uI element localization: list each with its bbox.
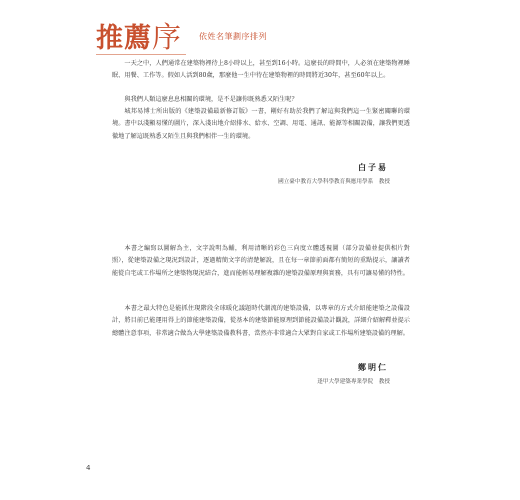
signature-affiliation-2: 逢甲大學建築專業學院 教授 xyxy=(317,379,390,385)
page-number: 4 xyxy=(86,464,91,472)
section1-paragraph-2: 與我們人類這麼息息相關的環境，是不是讓你既熟悉又陌生呢？ xyxy=(124,96,298,103)
page-subtitle: 依姓名筆劃序排列 xyxy=(199,32,267,41)
page-title xyxy=(96,20,182,56)
section2-paragraph-2: 本書之最大特色是能抓住現階段全球暖化議題時代潮流的建築設備，以專章的方式介紹能建築之設備設計，將目前已能運用得上的節能建築設備，從基本的建築節能原理到節能設備設計觀說，詳細介紹解釋並提示總體注意事項，非常適合做為大學建築設備教科書，當然亦非常適合大眾對自家或工作場所建築設備的理解。 xyxy=(112,305,410,337)
header-divider xyxy=(96,54,186,55)
signature-name-2: 鄭明仁 xyxy=(358,363,388,372)
section1-paragraph-3: 城邦易博士所出版的《建築設備最新修訂版》一書，剛好有助於我們了解這與我們這一生緊密關聯的環境。書中以淺顯易懂的圖片，深入淺出地介紹排水、給水、空調、用電、通訊、能源等相關設備，讓我們更透徹地了解這既熟悉又陌生且與我們相伴一生的環境。 xyxy=(112,108,410,140)
section2-paragraph-1: 本書之編寫以圖解為主，文字說明為輔，利用清晰的彩色三向度立體透視圖（部分設備並提供相片對照），從建築設備之現況到設計，逐過精簡文字的清楚解說，且在每一章節前面都有簡短的重點提示，讓讀者能從自宅或工作場所之建築物現況結合，進而能輕易理解複雜的建築設備原理與實務，具有可讓易懂的特性。 xyxy=(112,245,410,277)
signature-name-1: 白子易 xyxy=(358,163,388,172)
signature-affiliation-1: 國立臺中教育大學科學教育與應用學系 教授 xyxy=(278,179,390,185)
title-accent-text: 序 xyxy=(152,20,183,54)
title-main-text: 推薦 xyxy=(96,23,152,54)
section1-paragraph-1: 一天之中，人們通常在建築物裡待上8小時以上，甚至到16小時。這麼長的時間中，人必須在建築物裡睡眠、用餐、工作等。假如人活到80歲，那麼他一生中待在建築物裡的時間將近30年，甚至60年以上。 xyxy=(112,60,410,80)
